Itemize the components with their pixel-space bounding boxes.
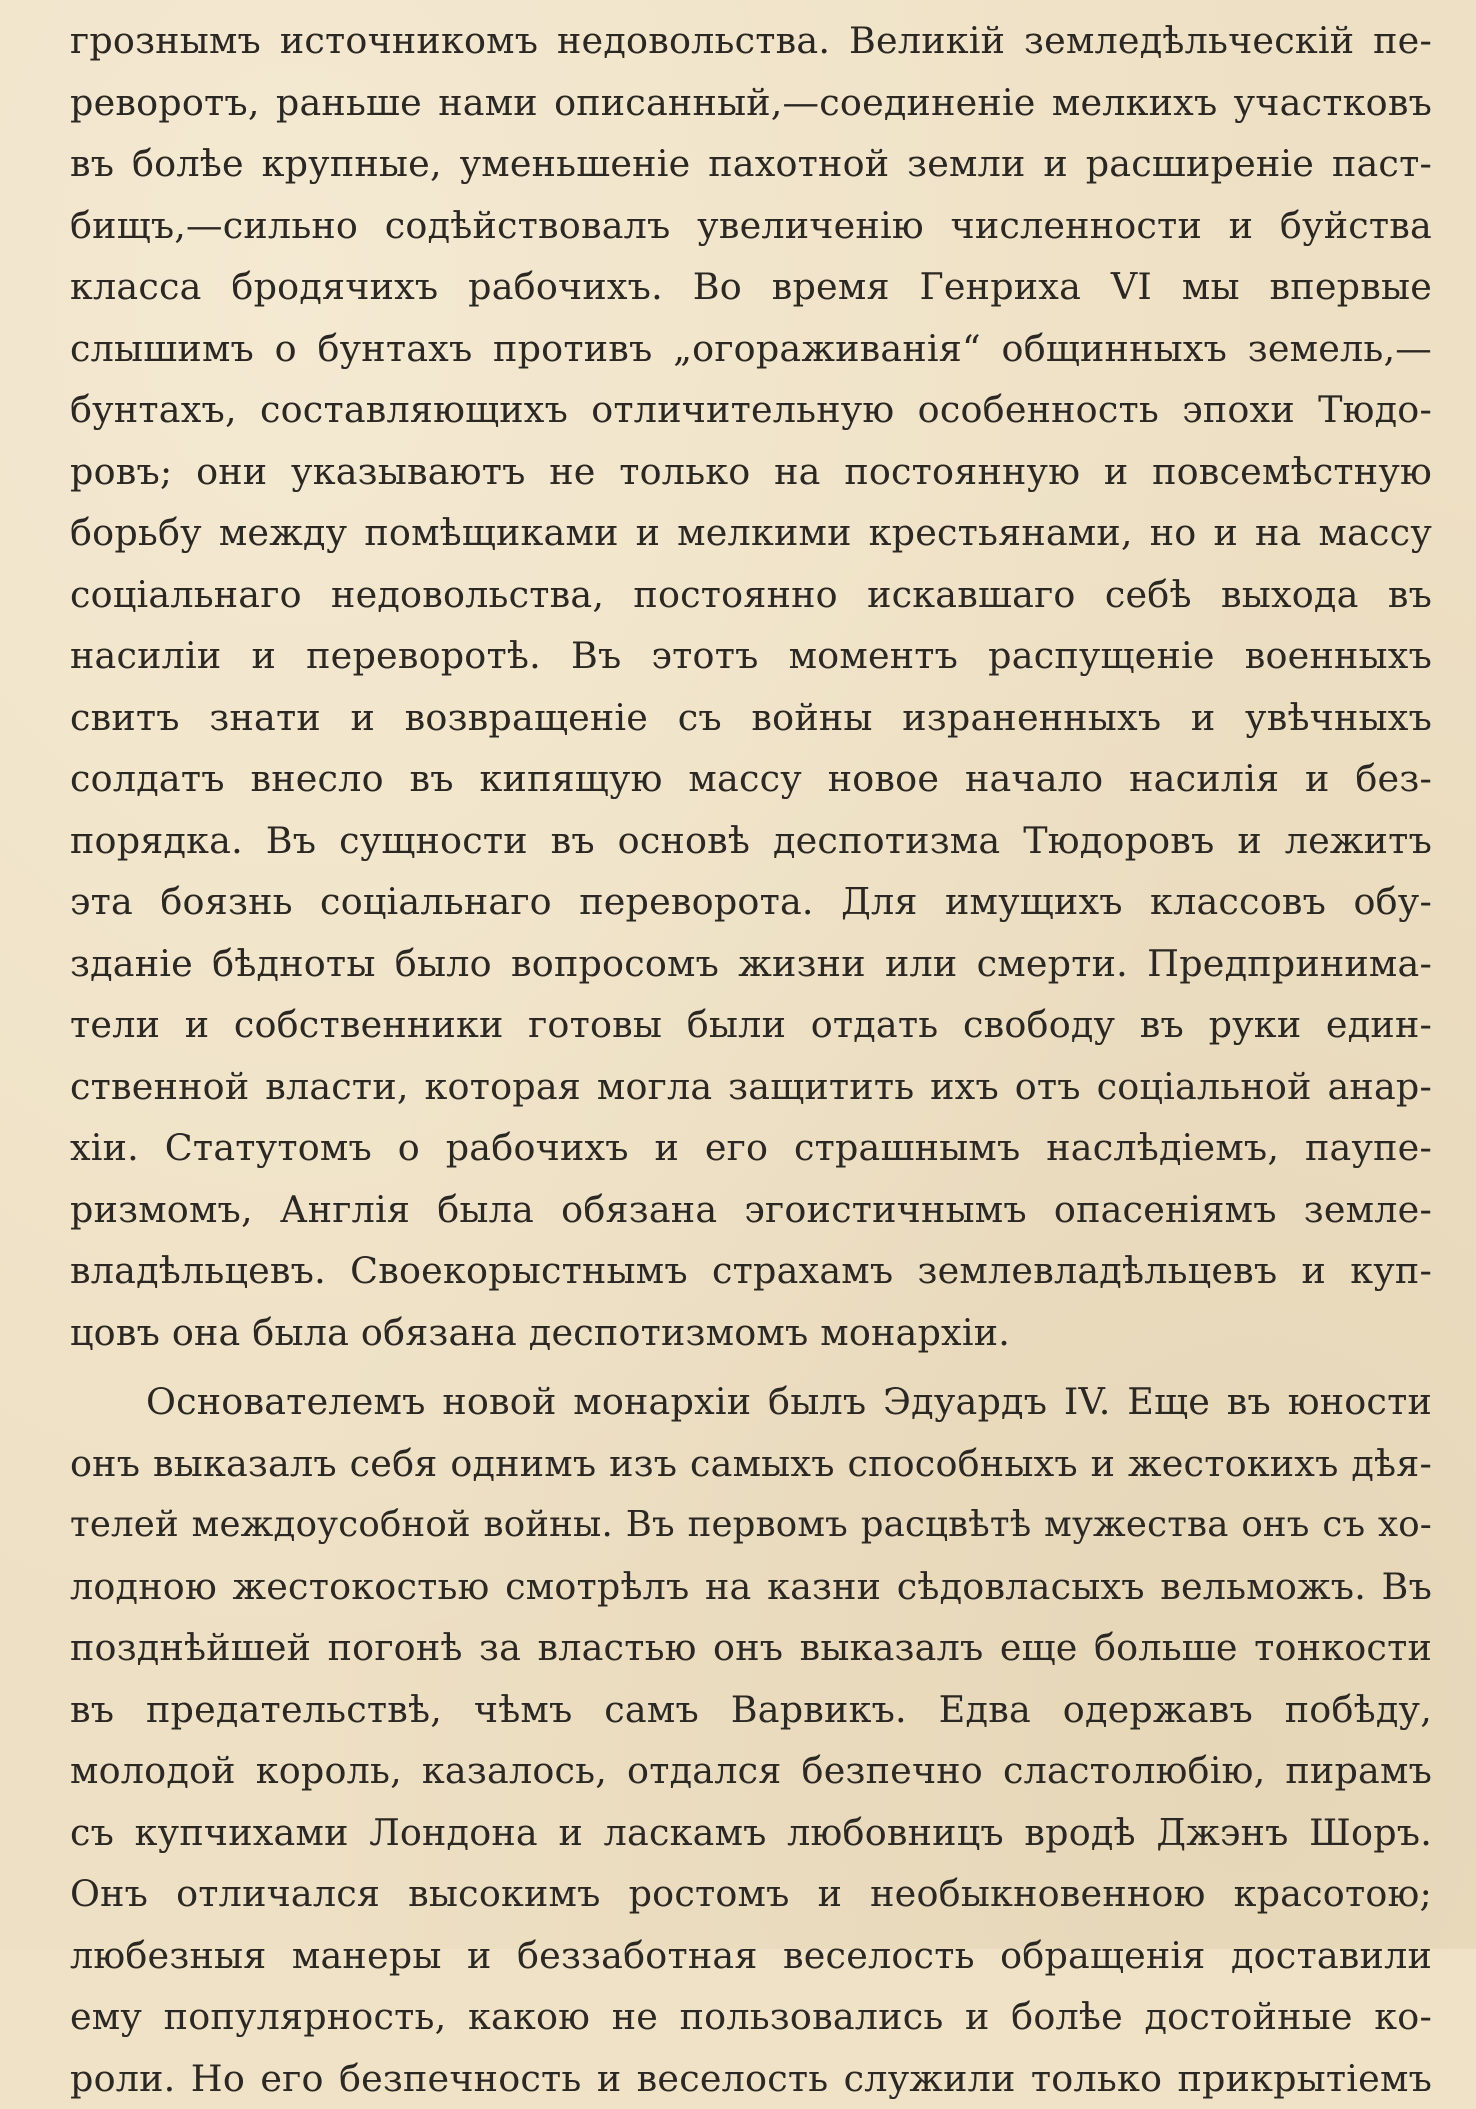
text-line: Основателемъ новой монархіи былъ Эдуардъ IV. Еще въ юности	[70, 1371, 1432, 1433]
text-line: эта боязнь соціальнаго переворота. Для имущихъ классовъ обу-	[70, 871, 1432, 933]
paragraph-gap	[70, 1363, 1432, 1371]
text-line: зданіе бѣдноты было вопросомъ жизни или смерти. Предпринима-	[70, 933, 1432, 995]
text-line: ризмомъ, Англія была обязана эгоистичнымъ опасеніямъ земле-	[70, 1179, 1432, 1241]
text-line: реворотъ, раньше нами описанный,—соединеніе мелкихъ участковъ	[70, 72, 1432, 134]
text-line: свитъ знати и возвращеніе съ войны израненныхъ и увѣчныхъ	[70, 687, 1432, 749]
text-line: насиліи и переворотѣ. Въ этотъ моментъ распущеніе военныхъ	[70, 625, 1432, 687]
text-line: хіи. Статутомъ о рабочихъ и его страшнымъ наслѣдіемъ, паупе-	[70, 1117, 1432, 1179]
text-line: телей междоусобной войны. Въ первомъ расцвѣтѣ мужества онъ съ хо-	[70, 1494, 1432, 1556]
text-line: бищъ,—сильно содѣйствовалъ увеличенію численности и буйства	[70, 195, 1432, 257]
text-line: роли. Но его безпечность и веселость служили только прикрытіемъ	[70, 2048, 1432, 2109]
text-line: ственной власти, которая могла защитить ихъ отъ соціальной анар-	[70, 1056, 1432, 1118]
text-line: въ болѣе крупные, уменьшеніе пахотной земли и расширеніе паст-	[70, 133, 1432, 195]
text-line: съ купчихами Лондона и ласкамъ любовницъ вродѣ Джэнъ Шоръ.	[70, 1802, 1432, 1864]
text-line: владѣльцевъ. Своекорыстнымъ страхамъ землевладѣльцевъ и куп-	[70, 1240, 1432, 1302]
text-line: ровъ; они указываютъ не только на постоянную и повсемѣстную	[70, 441, 1432, 503]
text-line: тели и собственники готовы были отдать свободу въ руки един-	[70, 994, 1432, 1056]
text-line: бунтахъ, составляющихъ отличительную особенность эпохи Тюдо-	[70, 379, 1432, 441]
text-line: борьбу между помѣщиками и мелкими крестьянами, но и на массу	[70, 502, 1432, 564]
text-line: цовъ она была обязана деспотизмомъ монархіи.	[70, 1302, 1432, 1364]
text-line: порядка. Въ сущности въ основѣ деспотизма Тюдоровъ и лежитъ	[70, 810, 1432, 872]
text-line: соціальнаго недовольства, постоянно искавшаго себѣ выхода въ	[70, 564, 1432, 626]
text-line: слышимъ о бунтахъ противъ „огораживанія“ общинныхъ земель,—	[70, 318, 1432, 380]
text-line: позднѣйшей погонѣ за властью онъ выказалъ еще больше тонкости	[70, 1617, 1432, 1679]
text-line: онъ выказалъ себя однимъ изъ самыхъ способныхъ и жестокихъ дѣя-	[70, 1433, 1432, 1495]
paragraph-1	[70, 10, 1432, 1363]
text-line: солдатъ внесло въ кипящую массу новое начало насилія и без-	[70, 748, 1432, 810]
text-line: молодой король, казалось, отдался безпечно сластолюбію, пирамъ	[70, 1740, 1432, 1802]
text-line: въ предательствѣ, чѣмъ самъ Варвикъ. Едва одержавъ побѣду,	[70, 1679, 1432, 1741]
page-text	[70, 10, 1432, 2109]
text-line: ему популярность, какою не пользовались и болѣе достойные ко-	[70, 1986, 1432, 2048]
text-line: Онъ отличался высокимъ ростомъ и необыкновенною красотою;	[70, 1863, 1432, 1925]
text-line: класса бродячихъ рабочихъ. Во время Генриха VI мы впервые	[70, 256, 1432, 318]
text-line: любезныя манеры и беззаботная веселость обращенія доставили	[70, 1925, 1432, 1987]
text-line: грознымъ источникомъ недовольства. Великій земледѣльческій пе-	[70, 10, 1432, 72]
paragraph-2	[70, 1371, 1432, 2109]
text-line: лодною жестокостью смотрѣлъ на казни сѣдовласыхъ вельможъ. Въ	[70, 1556, 1432, 1618]
